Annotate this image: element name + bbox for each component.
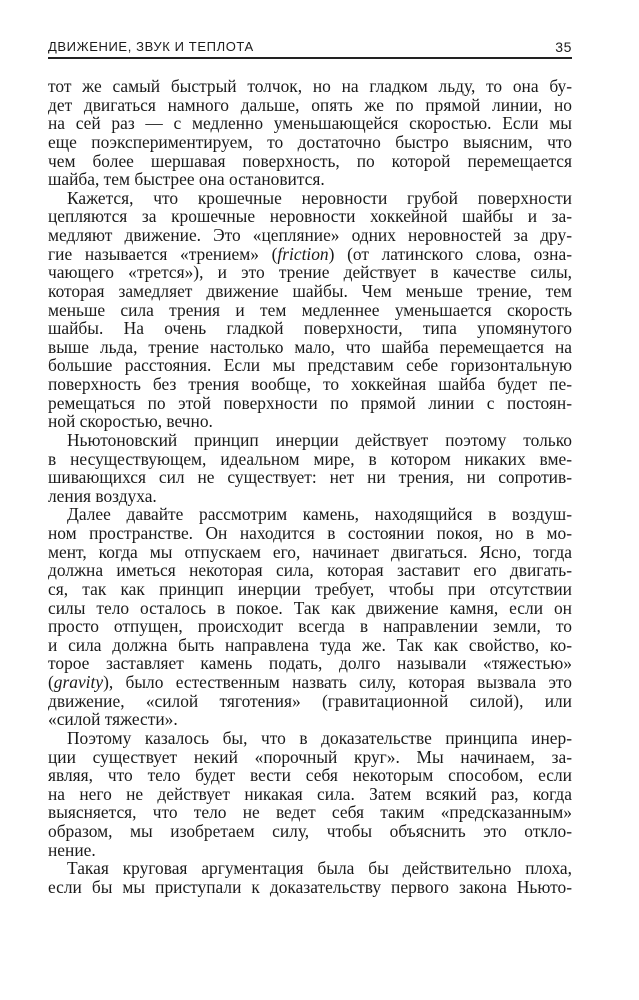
text-line: просто отпущен, происходит всегда в направлении земли, то [48, 616, 572, 637]
text-line: выясняется, что тело не ведет себя таким «предсказанным» [48, 802, 572, 823]
text-line: если бы мы приступали к доказательству первого закона Ньюто- [48, 876, 572, 897]
text-line: большие расстояния. Если мы представим себе горизонтальную [48, 355, 572, 376]
text-line: ся, так как принцип инерции требует, чтобы при отсутствии [48, 578, 572, 599]
text-line: ремещаться по этой поверхности по прямой линии с постоян- [48, 392, 572, 413]
paragraph [48, 77, 572, 189]
text-line: мент, когда мы отпускаем его, начинает двигаться. Ясно, тогда [48, 541, 572, 562]
text-line: ции существует некий «порочный круг». Мы начинаем, за- [48, 746, 572, 767]
text-line: чающего «трется»), и это трение действует в качестве силы, [48, 262, 572, 283]
italic-term: gravity [53, 672, 104, 692]
text-line: в несуществующем, идеальном мире, в котором никаких вме- [48, 448, 572, 469]
text-line: ления воздуха. [48, 485, 157, 506]
text-line: Поэтому казалось бы, что в доказательстве принципа инер- [67, 727, 572, 748]
text-line: ной скоростью, вечно. [48, 411, 213, 432]
paragraph [48, 505, 572, 729]
paragraph [48, 431, 572, 506]
text-line: дет двигаться намного дальше, опять же по прямой линии, но [48, 94, 572, 115]
text-line: еще поэкспериментируем, то достаточно быстро выясним, что [48, 131, 572, 152]
text-line: и сила должна быть направлена туда же. Так как свойство, ко- [48, 634, 572, 655]
text-line: движение, «силой тяготения» (гравитационной силой), или [48, 690, 572, 711]
text-line: шивающихся сил не существует: нет ни трения, ни сопротив- [48, 467, 572, 488]
text-line: образом, мы изобретаем силу, чтобы объяснить это откло- [48, 821, 572, 841]
text-line: выше льда, трение настолько мало, что шайба перемещается на [48, 336, 572, 357]
text-line: Далее давайте рассмотрим камень, находящийся в воздуш- [67, 504, 572, 525]
header-rule [48, 57, 572, 59]
italic-term: friction [277, 243, 329, 264]
text-line: (gravity), было естественным назвать силу, которая вызвала это [48, 672, 572, 692]
text-line: «силой тяжести». [48, 709, 178, 730]
text-line: гие называется «трением» (friction) (от латинского слова, озна- [48, 243, 572, 264]
text-line: Ньютоновский принцип инерции действует поэтому только [67, 429, 572, 450]
paragraph [48, 189, 572, 431]
text-line: медляют движение. Это «цепляние» одних неровностей за дру- [48, 225, 572, 245]
text-line: Кажется, что крошечные неровности грубой поверхности [67, 187, 572, 208]
page-number: 35 [555, 39, 572, 55]
running-header [48, 38, 572, 56]
text-line: меньше сила трения и тем медленнее уменьшается скорость [48, 299, 572, 320]
text-line: поверхность без трения вообще, то хоккейная шайба будет пе- [48, 374, 572, 394]
text-line: Такая круговая аргументация была бы действительно плоха, [67, 858, 572, 879]
text-line: шайба, тем быстрее она остановится. [48, 169, 325, 190]
text-line: нение. [48, 839, 96, 860]
text-line: являя, что тело будет вести себя некоторым способом, если [48, 765, 572, 786]
text-line: должна иметься некоторая сила, которая заставит его двигать- [48, 560, 572, 581]
text-line: шайбы. На очень гладкой поверхности, типа упомянутого [48, 318, 572, 339]
text-line: на него не действует никакая сила. Затем всякий раз, когда [48, 783, 572, 804]
text-line: которая замедляет движение шайбы. Чем меньше трение, тем [48, 280, 572, 301]
text-line: торое заставляет камень подать, долго называли «тяжестью» [48, 653, 572, 674]
running-title: ДВИЖЕНИЕ, ЗВУК И ТЕПЛОТА [48, 39, 254, 54]
paragraph [48, 729, 572, 859]
text-line: цепляются за крошечные неровности хоккейной шайбы и за- [48, 206, 572, 227]
text-line: чем более шершавая поверхность, по которой перемещается [48, 150, 572, 171]
text-line: силы тело осталось в покое. Так как движение камня, если он [48, 597, 572, 618]
paragraph [48, 859, 572, 896]
text-line: тот же самый быстрый толчок, но на гладком льду, то она бу- [48, 76, 572, 96]
text-line: на сей раз — с медленно уменьшающейся скоростью. Если мы [48, 113, 572, 134]
page-body [48, 77, 572, 897]
text-line: ном пространстве. Он находится в состоянии покоя, но в мо- [48, 523, 572, 543]
